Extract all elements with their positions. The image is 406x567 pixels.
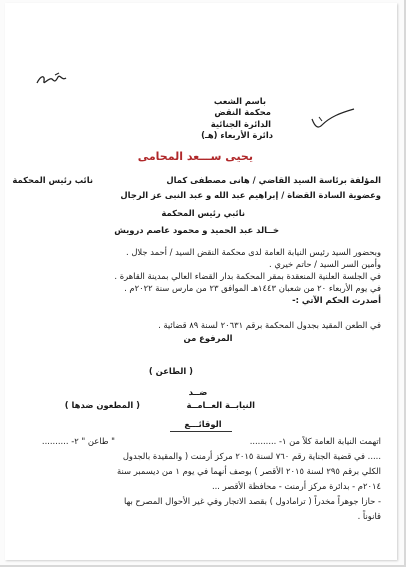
- facts-heading-underline: [170, 431, 232, 432]
- check-scribble-icon: [310, 107, 356, 133]
- header-day-circuit: دائرة الأربعاء (هـ): [201, 130, 273, 140]
- ruling-line: أصدرت الحكم الآتي :-: [292, 295, 381, 305]
- header-court: محكمة النقض: [214, 107, 271, 117]
- bench-member-3: خــالد عبد الحميد و محمود عاصم درويش: [114, 225, 279, 235]
- secretary-line: وأمين السر السيد / حاتم خيري .: [269, 259, 381, 269]
- respondent-label: ( المطعون ضدها ): [64, 400, 140, 410]
- bench-president-title: نائب رئيس المحكمة: [12, 175, 93, 185]
- appellant-label: ( الطاعن ): [148, 366, 193, 376]
- facts-line-6: قانوناً .: [357, 511, 381, 521]
- date-line: في يوم الأربعاء ٢٠ من شعبان ١٤٤٣هـ الموافق ٢٣ من مارس سنة ٢٠٢٢م .: [124, 283, 381, 293]
- bench-members-title: نائبي رئيس المحكمة: [161, 208, 245, 218]
- facts-line-3: الكلي برقم ٢٩٥ لسنة ٢٠١٥ الأقصر ) بوصف أنهما في يوم ١ من ديسمبر سنة: [117, 466, 381, 476]
- facts-heading: الوقائـــع: [184, 419, 222, 429]
- prosecutor-line: وبحضور السيد رئيس النيابة العامة لدى محكمة النقض السيد / أحمد جلال .: [126, 247, 381, 257]
- facts-line-5: - حازا جوهراً مخدراً ( ترامادول ) بقصد الاتجار وفي غير الأحوال المصرح بها: [124, 496, 381, 506]
- bench-president: المؤلفة برئاسة السيد القاضي / هانى مصطفى كمال: [166, 175, 381, 185]
- lawyer-watermark: يحيى ســـعد المحامى: [137, 150, 253, 163]
- document-page: [5, 3, 397, 560]
- filed-by: المرفوع من: [183, 333, 233, 343]
- appeal-line: في الطعن المقيد بجدول المحكمة برقم ٢٠٦٣١ لسنة ٨٩ قضائية .: [158, 320, 381, 330]
- respondent-name: النيابــة العــامــة: [186, 400, 255, 410]
- facts-line-1b: " طاعن " ٢- ..........: [41, 436, 115, 446]
- session-line: في الجلسة العلنية المنعقدة بمقر المحكمة بدار القضاء العالي بمدينة القاهرة .: [114, 271, 381, 281]
- against-label: ضــد: [188, 387, 208, 397]
- facts-line-1: اتهمت النيابة العامة كلاً من ١- ..........: [249, 436, 381, 446]
- facts-line-4: ٢٠١٤م - بدائرة مركز أرمنت - محافظة الأقصر ...: [211, 481, 381, 491]
- facts-line-2: ..... في قضية الجناية رقم ٧٦٠ لسنة ٢٠١٥ مركز أرمنت ( والمقيدة بالجدول: [122, 451, 381, 461]
- header-line-1: باسم الشعب: [213, 96, 266, 106]
- bench-members: وعضوية السادة القضاة / إبراهيم عبد الله و عبد النبى عز الرجال: [120, 190, 381, 200]
- signature-scribble-icon: [35, 71, 69, 89]
- header-circuit: الدائرة الجنائية: [210, 119, 271, 129]
